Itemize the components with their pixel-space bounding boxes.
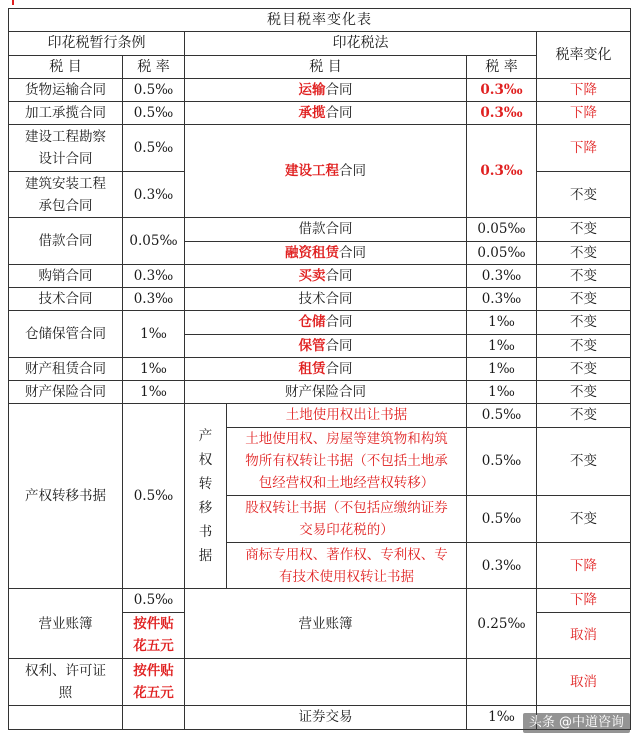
new-item: 商标专用权、著作权、专利权、专 有技术使用权转让书据: [227, 542, 467, 589]
new-rate: 1‰: [467, 334, 537, 357]
old-item: 财产保险合同: [9, 381, 123, 404]
new-item: 股权转让书据（不包括应缴纳证券 交易印花税的）: [227, 496, 467, 543]
old-item: 仓储保管合同: [9, 311, 123, 358]
new-rate: 0.5‰: [467, 404, 537, 427]
old-rate: 1‰: [123, 311, 185, 358]
tax-rate-table: [8, 8, 631, 730]
table-row: [9, 78, 631, 101]
new-rate: 1‰: [467, 311, 537, 334]
table-row: [9, 589, 631, 612]
rate-change: 不变: [537, 288, 631, 311]
old-rate: 0.3‰: [123, 264, 185, 287]
new-item: 承揽合同: [185, 102, 467, 125]
new-item: 证券交易: [185, 705, 467, 729]
watermark: 头条 @中道咨询: [523, 713, 630, 733]
old-rate: 0.5‰: [123, 404, 185, 589]
new-rate: 1‰: [467, 357, 537, 380]
old-item-header: 税 目: [9, 55, 123, 78]
old-rate: 0.5‰: [123, 102, 185, 125]
rate-change: 下降: [537, 102, 631, 125]
new-rate: 1‰: [467, 705, 537, 729]
new-rate: 0.3‰: [467, 102, 537, 125]
old-rate: 0.3‰: [123, 288, 185, 311]
table-row: [9, 404, 631, 427]
table-row: [9, 381, 631, 404]
old-rate: 0.5‰: [123, 78, 185, 101]
old-rate: 按件贴 花五元: [123, 659, 185, 706]
old-regulation-header: 印花税暂行条例: [9, 32, 185, 55]
rate-change: 不变: [537, 218, 631, 241]
new-item: 融资租赁合同: [185, 241, 467, 264]
new-rate-header: 税 率: [467, 55, 537, 78]
new-item: 技术合同: [185, 288, 467, 311]
new-item: 土地使用权、房屋等建筑物和构筑 物所有权转让书据（不包括土地承 包经营权和土地经营权转移）: [227, 427, 467, 496]
rate-change: 下降: [537, 125, 631, 172]
table-title: 税目税率变化表: [9, 9, 631, 32]
old-rate: 0.05‰: [123, 218, 185, 265]
new-rate: 0.3‰: [467, 264, 537, 287]
new-rate: 0.5‰: [467, 427, 537, 496]
new-rate: 0.3‰: [467, 288, 537, 311]
new-item: 保管合同: [185, 334, 467, 357]
new-item: 仓储合同: [185, 311, 467, 334]
rate-change: 不变: [537, 496, 631, 543]
table-row: [9, 264, 631, 287]
old-item: 产权转移书据: [9, 404, 123, 589]
new-law-header: 印花税法: [185, 32, 537, 55]
rate-change: 下降: [537, 78, 631, 101]
old-rate: 1‰: [123, 381, 185, 404]
rate-change: 不变: [537, 357, 631, 380]
rate-change: 取消: [537, 612, 631, 659]
table-row: [9, 311, 631, 334]
old-rate: 0.3‰: [123, 171, 185, 218]
rate-change: 不变: [537, 171, 631, 218]
rate-change: 不变: [537, 241, 631, 264]
old-item: 建设工程勘察 设计合同: [9, 125, 123, 172]
old-item: 建筑安装工程 承包合同: [9, 171, 123, 218]
old-item: 加工承揽合同: [9, 102, 123, 125]
new-rate: 0.3‰: [467, 125, 537, 218]
old-item: 借款合同: [9, 218, 123, 265]
old-item: [9, 705, 123, 729]
table-row: [9, 357, 631, 380]
new-rate: 1‰: [467, 381, 537, 404]
new-rate: 0.05‰: [467, 218, 537, 241]
title-row: [9, 9, 631, 32]
table-row: [9, 288, 631, 311]
new-item: 租赁合同: [185, 357, 467, 380]
old-rate: 1‰: [123, 357, 185, 380]
new-rate: 0.3‰: [467, 78, 537, 101]
old-rate: [123, 705, 185, 729]
old-item: 权利、许可证 照: [9, 659, 123, 706]
rate-change-header: 税率变化: [537, 32, 631, 79]
new-item-header: 税 目: [185, 55, 467, 78]
new-item: 营业账簿: [185, 589, 467, 659]
table-row: [9, 102, 631, 125]
new-item: 财产保险合同: [185, 381, 467, 404]
rate-change: 下降: [537, 589, 631, 612]
old-rate: 按件贴 花五元: [123, 612, 185, 659]
new-rate: 0.3‰: [467, 542, 537, 589]
table-row: [9, 659, 631, 706]
new-item: 建设工程合同: [185, 125, 467, 218]
new-rate: 0.05‰: [467, 241, 537, 264]
old-item: 货物运输合同: [9, 78, 123, 101]
new-rate: 0.5‰: [467, 496, 537, 543]
old-item: 财产租赁合同: [9, 357, 123, 380]
rate-change: 不变: [537, 264, 631, 287]
old-item: 技术合同: [9, 288, 123, 311]
new-item: 运输合同: [185, 78, 467, 101]
old-rate: 0.5‰: [123, 589, 185, 612]
corner-mark: [12, 0, 14, 5]
new-rate: 0.25‰: [467, 589, 537, 659]
old-item: 购销合同: [9, 264, 123, 287]
rate-change: 不变: [537, 404, 631, 427]
rate-change: 不变: [537, 311, 631, 334]
new-rate: [467, 659, 537, 706]
new-item: 土地使用权出让书据: [227, 404, 467, 427]
new-item: [185, 659, 467, 706]
rate-change: 不变: [537, 381, 631, 404]
table-row: [9, 125, 631, 172]
old-rate-header: 税 率: [123, 55, 185, 78]
table-row: [9, 218, 631, 241]
old-rate: 0.5‰: [123, 125, 185, 172]
rate-change: 不变: [537, 334, 631, 357]
rate-change: 不变: [537, 427, 631, 496]
old-item: 营业账簿: [9, 589, 123, 659]
rate-change: 下降: [537, 542, 631, 589]
rate-change: 取消: [537, 659, 631, 706]
new-item: 买卖合同: [185, 264, 467, 287]
property-vertical-label: 产 权 转 移 书 据: [185, 404, 227, 589]
group-header-row: [9, 32, 631, 55]
new-item: 借款合同: [185, 218, 467, 241]
